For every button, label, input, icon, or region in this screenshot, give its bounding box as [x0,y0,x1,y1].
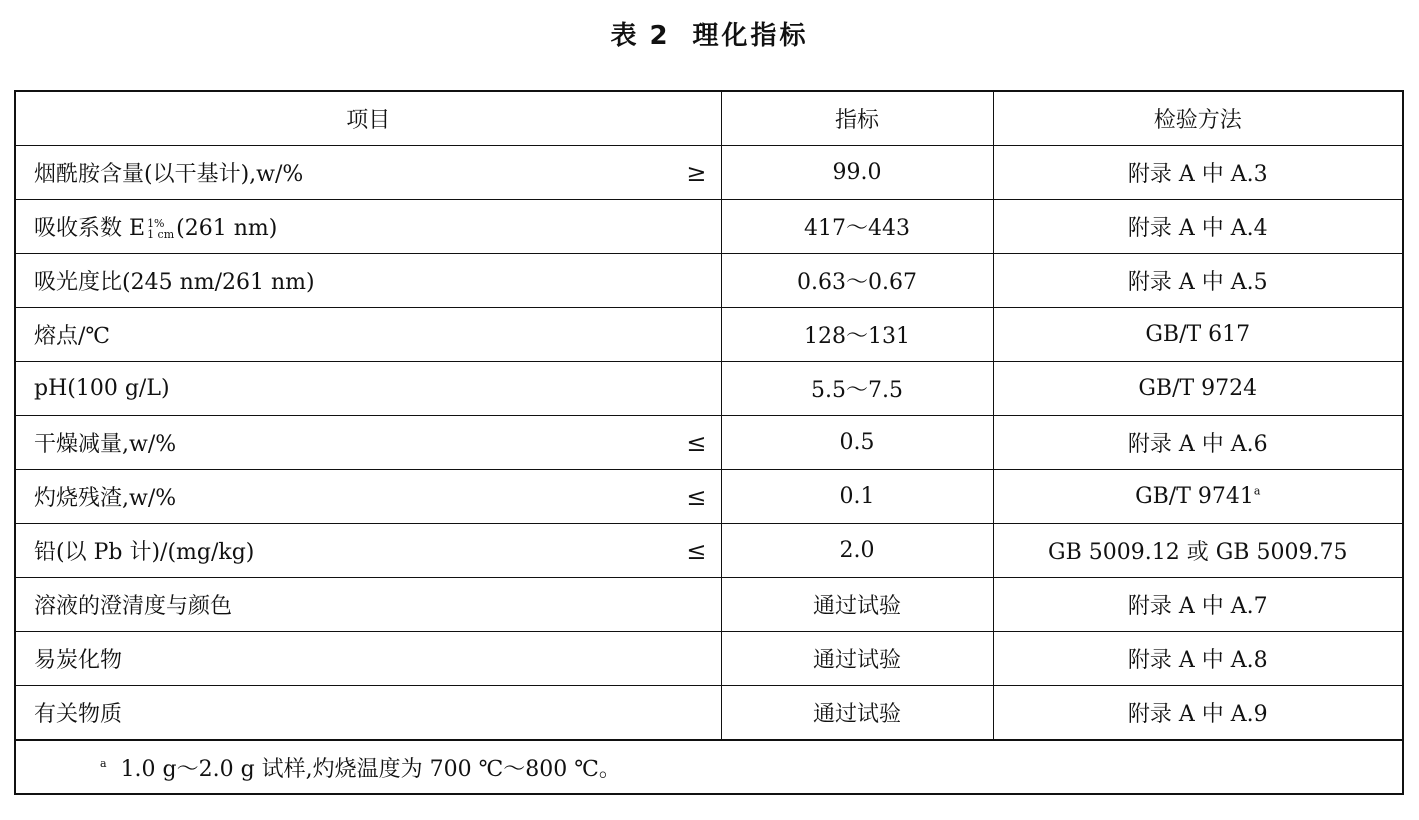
header-item: 项目 [15,91,721,146]
item-label: 熔点/℃ [34,324,111,349]
item-label: pH(100 g/L) [34,376,170,401]
item-cell [15,308,721,362]
item-label: 有关物质 [34,702,123,727]
item-label-suffix: (261 nm) [176,216,278,241]
operator-symbol: ≥ [686,158,707,187]
footnote-cell [15,740,1403,794]
table-title-text: 理化指标 [692,21,809,51]
item-cell [15,416,721,470]
item-label: 烟酰胺含量(以干基计),w/% [34,162,304,187]
table-row [15,362,1403,416]
item-label-prefix: 吸收系数 E [34,216,146,241]
item-label: 吸光度比(245 nm/261 nm) [34,270,315,295]
item-superscript: 1% [147,217,165,230]
item-cell [15,254,721,308]
value-cell: 通过试验 [721,632,993,686]
value-cell: 通过试验 [721,686,993,741]
table-title-number: 2 [649,21,671,51]
header-specification: 指标 [721,91,993,146]
value-cell: 128～131 [721,308,993,362]
operator-symbol: ≤ [686,428,707,457]
footnote-row [15,740,1403,794]
table-row [15,632,1403,686]
table-row [15,146,1403,200]
header-test-method: 检验方法 [993,91,1403,146]
item-label [34,211,277,242]
item-label: 易炭化物 [34,648,123,673]
item-cell [15,470,721,524]
physicochemical-spec-table [14,90,1404,795]
method-cell: 附录 A 中 A.3 [993,146,1403,200]
table-row [15,416,1403,470]
footnote-reference: a [1253,484,1261,498]
operator-symbol: ≤ [686,482,707,511]
method-cell: 附录 A 中 A.9 [993,686,1403,741]
item-label: 干燥减量,w/% [34,432,177,457]
item-label: 铅(以 Pb 计)/(mg/kg) [34,540,255,565]
value-cell: 2.0 [721,524,993,578]
table-row [15,308,1403,362]
footnote-text: 1.0 g～2.0 g 试样,灼烧温度为 700 ℃～800 ℃。 [120,756,621,782]
table-title [0,14,1419,58]
absorption-coefficient-index [147,218,174,240]
item-cell [15,632,721,686]
item-label: 灼烧残渣,w/% [34,486,177,511]
item-cell [15,362,721,416]
table-row [15,686,1403,741]
table-row [15,524,1403,578]
value-cell: 0.63～0.67 [721,254,993,308]
item-cell [15,686,721,741]
footnote-marker: a [100,757,107,771]
item-cell [15,146,721,200]
item-cell [15,200,721,254]
item-subscript: 1 cm [147,228,175,241]
method-cell: 附录 A 中 A.5 [993,254,1403,308]
method-cell: GB 5009.12 或 GB 5009.75 [993,524,1403,578]
table-title-prefix: 表 [610,21,640,51]
operator-symbol: ≤ [686,536,707,565]
item-cell [15,578,721,632]
method-cell: 附录 A 中 A.8 [993,632,1403,686]
table-row [15,254,1403,308]
value-cell: 0.5 [721,416,993,470]
table-row [15,578,1403,632]
method-text: GB/T 9741 [1135,484,1254,509]
method-cell: GB/T 9724 [993,362,1403,416]
value-cell: 0.1 [721,470,993,524]
item-cell [15,524,721,578]
method-cell [993,470,1403,524]
value-cell: 5.5～7.5 [721,362,993,416]
value-cell: 99.0 [721,146,993,200]
method-cell: 附录 A 中 A.4 [993,200,1403,254]
table-row [15,470,1403,524]
table-header-row [15,91,1403,146]
method-cell: 附录 A 中 A.6 [993,416,1403,470]
method-cell: 附录 A 中 A.7 [993,578,1403,632]
table-row [15,200,1403,254]
value-cell: 417～443 [721,200,993,254]
method-cell: GB/T 617 [993,308,1403,362]
item-label: 溶液的澄清度与颜色 [34,594,233,619]
value-cell: 通过试验 [721,578,993,632]
